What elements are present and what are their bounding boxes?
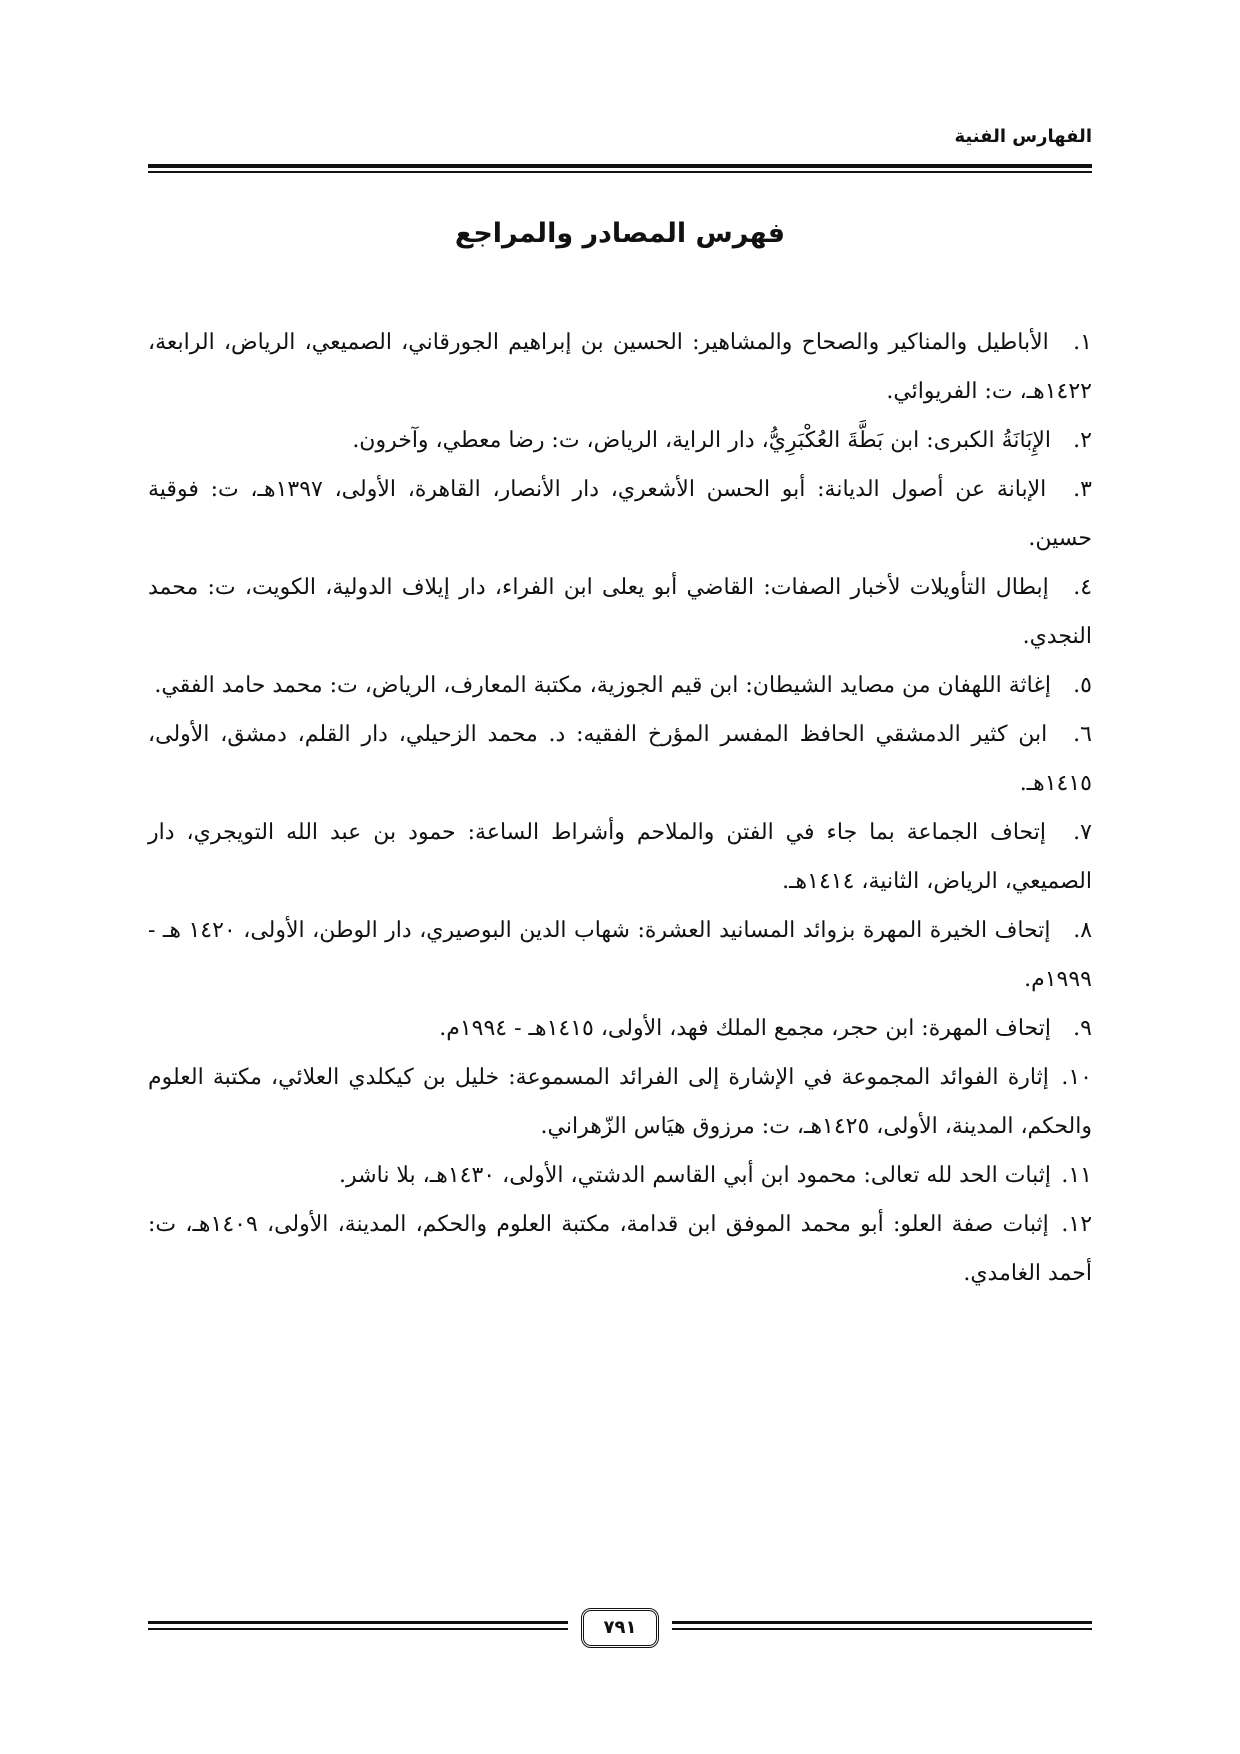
reference-text: الإبانة عن أصول الديانة: أبو الحسن الأشعري، دار الأنصار، القاهرة، الأولى، ١٣٩٧هـ، ت: فوقية حسين. [148,477,1092,551]
reference-text: إثبات صفة العلو: أبو محمد الموفق ابن قدامة، مكتبة العلوم والحكم، المدينة، الأولى، ١٤٠٩هـ، ت: أحمد الغامدي. [148,1212,1092,1286]
reference-text: إبطال التأويلات لأخبار الصفات: القاضي أبو يعلى ابن الفراء، دار إيلاف الدولية، الكويت، ت: محمد النجدي. [148,575,1092,649]
reference-text: إتحاف الجماعة بما جاء في الفتن والملاحم وأشراط الساعة: حمود بن عبد الله التويجري، دار الصميعي، الرياض، الثانية، ١٤١٤هـ. [148,820,1092,894]
running-title: الفهارس الفنية [954,126,1092,147]
reference-text: الإِبَانَةُ الكبرى: ابن بَطَّةَ العُكْبَرِيُّ، دار الراية، الرياض، ت: رضا معطي، وآخرون. [352,428,1051,453]
footer-rule-right [672,1621,1092,1630]
reference-item [148,563,1092,661]
page-number: ٧٩١ [581,1608,659,1648]
page-header [148,126,1092,162]
reference-number: ٨. [1073,918,1093,943]
reference-item [148,318,1092,416]
footer-rule-left [148,1621,568,1630]
reference-number: ٩. [1073,1016,1092,1041]
reference-item [148,1200,1092,1298]
reference-item [148,1053,1092,1151]
reference-number: ٢. [1073,428,1092,453]
reference-item [148,1151,1092,1200]
reference-text: ابن كثير الدمشقي الحافظ المفسر المؤرخ الفقيه: د. محمد الزحيلي، دار القلم، دمشق، الأولى، ١٤١٥هـ. [148,722,1092,796]
reference-item [148,906,1092,1004]
reference-text: إغاثة اللهفان من مصايد الشيطان: ابن قيم الجوزية، مكتبة المعارف، الرياض، ت: محمد حامد الفقي. [154,673,1051,698]
reference-item [148,808,1092,906]
reference-text: إتحاف الخيرة المهرة بزوائد المسانيد العشرة: شهاب الدين البوصيري، دار الوطن، الأولى، ١٤٢٠ هـ - ١٩٩٩م. [148,918,1092,992]
page-footer [148,1608,1092,1648]
reference-text: الأباطيل والمناكير والصحاح والمشاهير: الحسين بن إبراهيم الجورقاني، الصميعي، الرياض، الرابعة، ١٤٢٢هـ، ت: الفريوائي. [148,330,1092,404]
reference-number: ٤. [1073,575,1093,600]
reference-number: ١. [1073,330,1092,355]
reference-item [148,710,1092,808]
reference-number: ١٠. [1061,1065,1092,1090]
reference-text: إثبات الحد لله تعالى: محمود ابن أبي القاسم الدشتي، الأولى، ١٤٣٠هـ، بلا ناشر. [339,1163,1051,1188]
reference-number: ١١. [1061,1163,1092,1188]
header-rule [148,164,1092,173]
reference-number: ٥. [1073,673,1092,698]
reference-number: ٧. [1073,820,1092,845]
reference-text: إثارة الفوائد المجموعة في الإشارة إلى الفرائد المسموعة: خليل بن كيكلدي العلائي، مكتبة العلوم والحكم، المدينة، الأولى، ١٤٢٥هـ، ت: مرزوق هيَاس الزّهراني. [148,1065,1092,1139]
reference-number: ٣. [1073,477,1092,502]
reference-number: ٦. [1073,722,1092,747]
references-list [148,318,1092,1298]
reference-number: ١٢. [1061,1212,1093,1237]
section-title: فهرس المصادر والمراجع [454,218,786,249]
reference-item [148,465,1092,563]
reference-item [148,1004,1092,1053]
reference-item [148,661,1092,710]
reference-text: إتحاف المهرة: ابن حجر، مجمع الملك فهد، الأولى، ١٤١٥هـ - ١٩٩٤م. [439,1016,1051,1041]
reference-item [148,416,1092,465]
